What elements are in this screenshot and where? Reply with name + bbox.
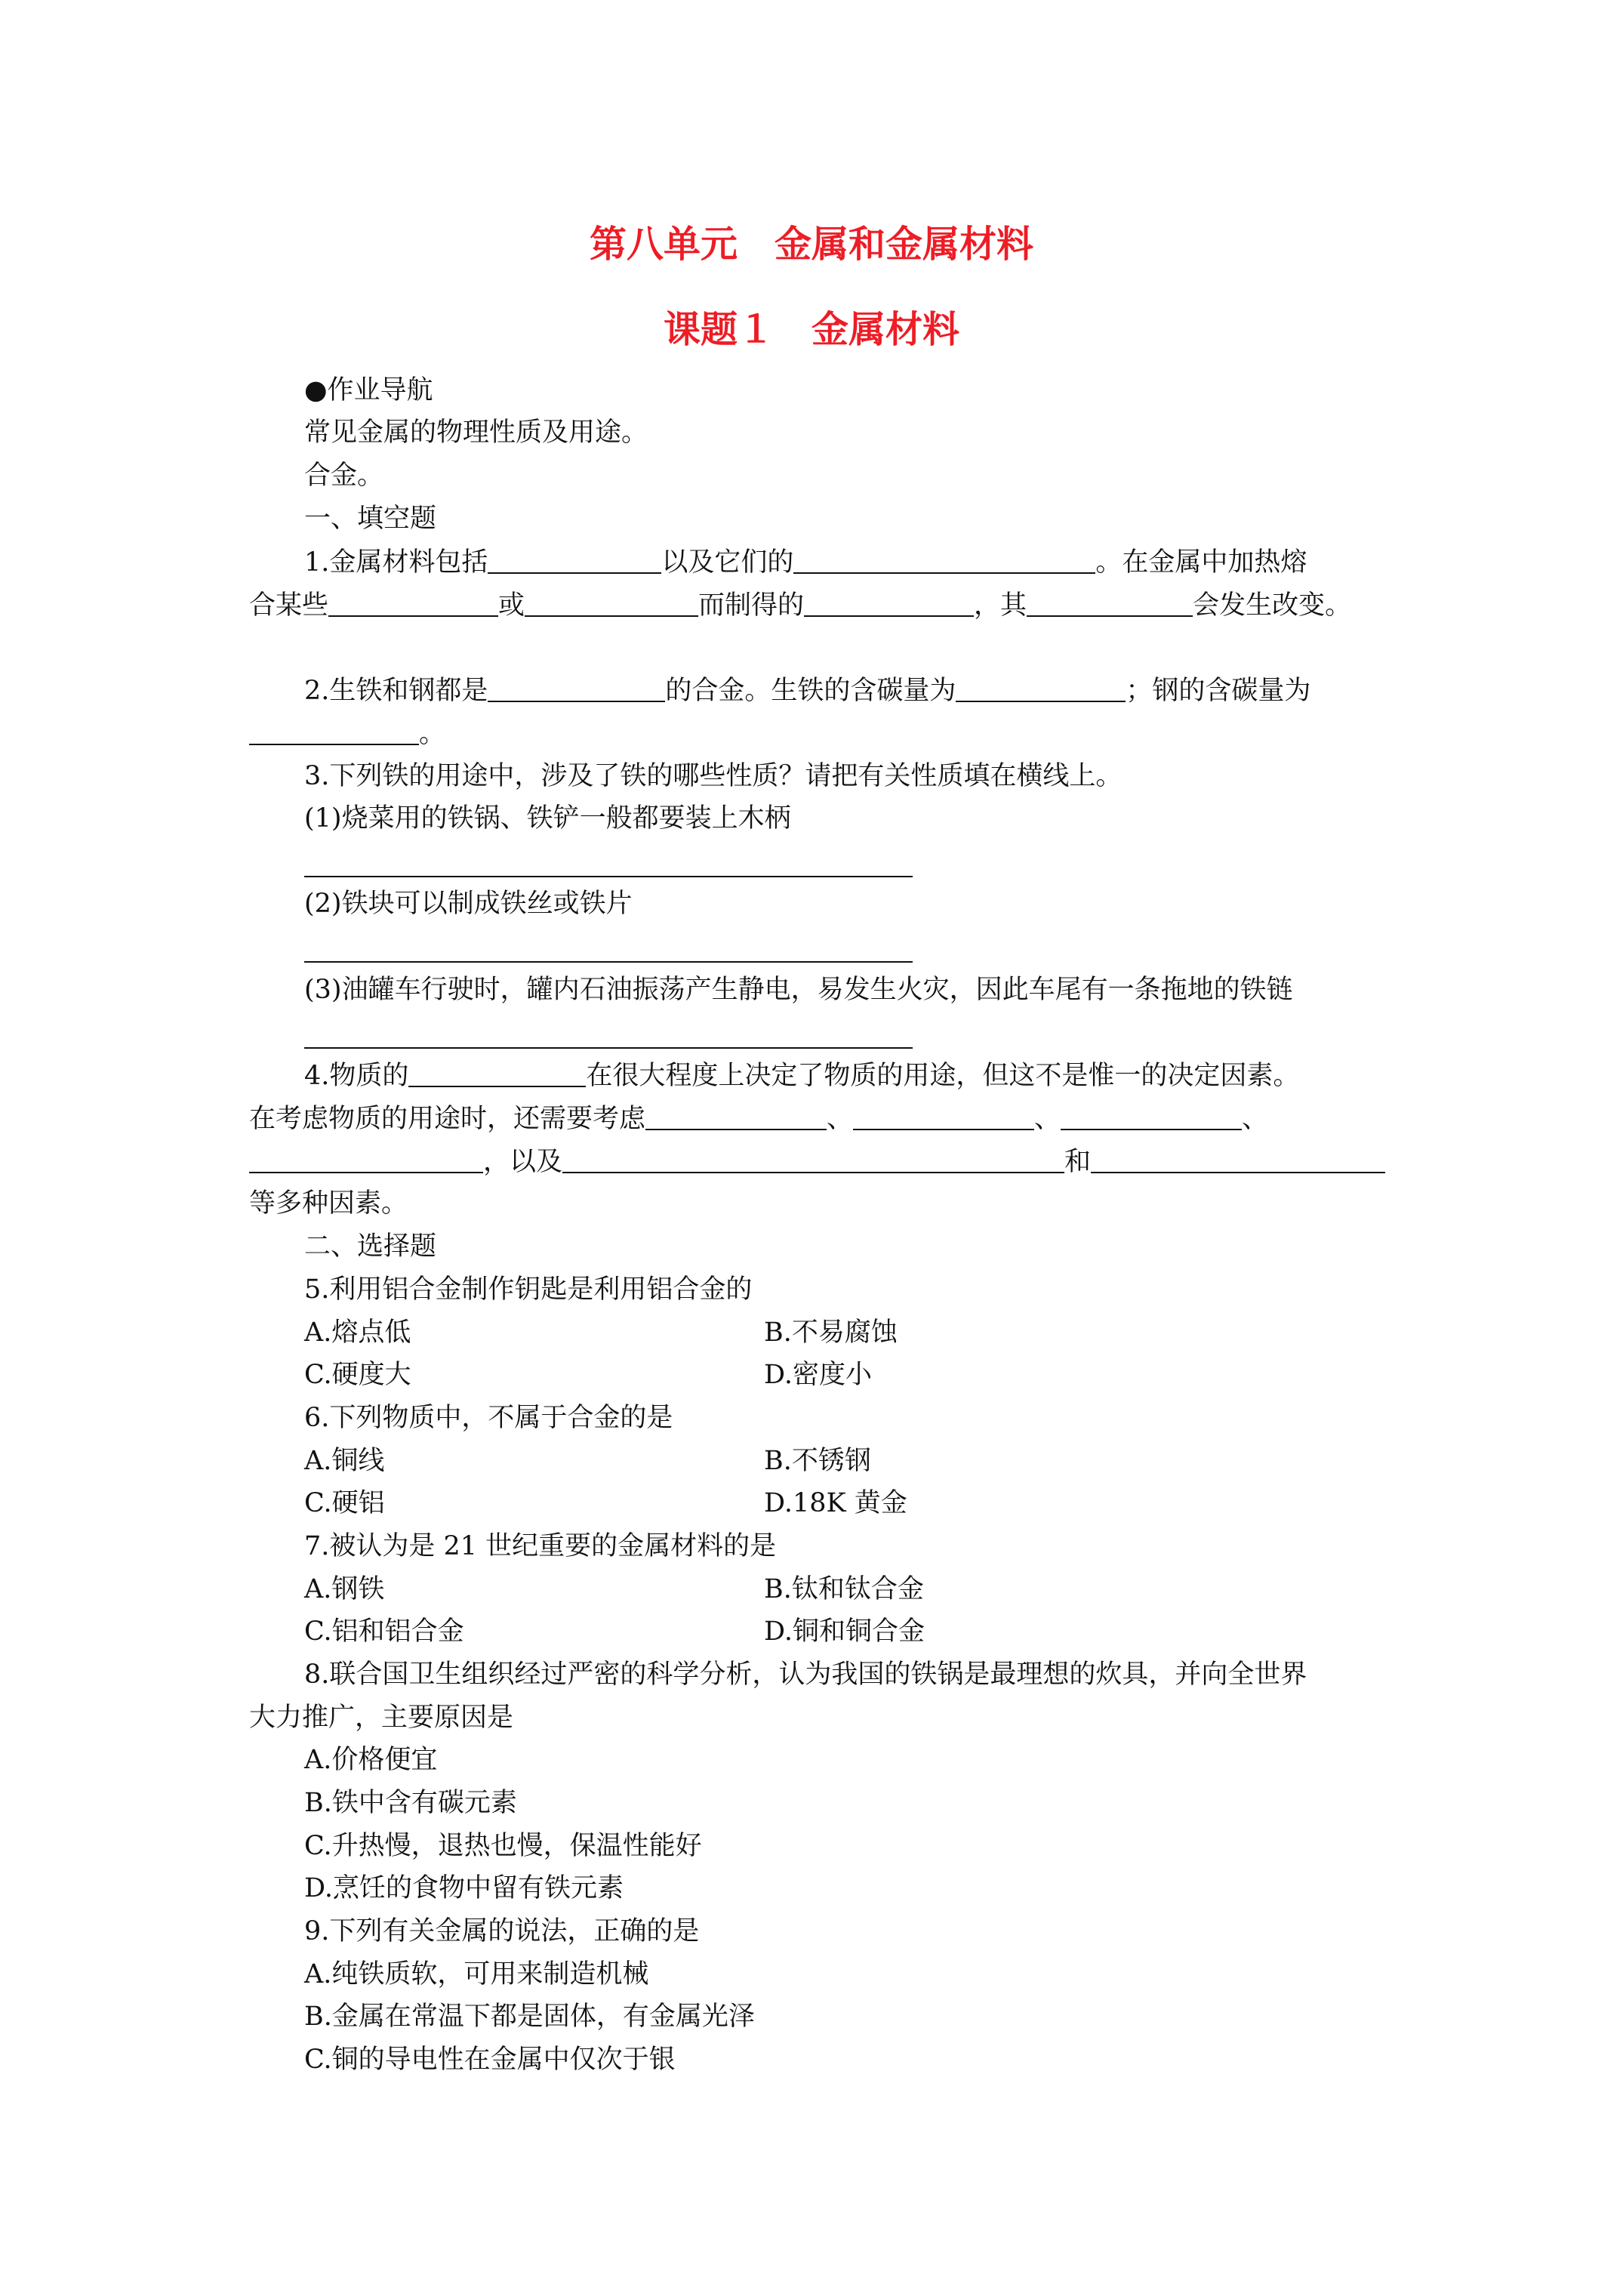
- answer-blank[interactable]: [488, 546, 661, 574]
- q1-text: 1.金属材料包括: [304, 547, 488, 578]
- option[interactable]: C.铝和铝合金: [304, 1616, 464, 1647]
- q1-text: 或: [498, 590, 525, 621]
- q3-part: (2)铁块可以制成铁丝或铁片: [304, 889, 633, 919]
- section2-heading: 二、选择题: [304, 1231, 437, 1262]
- q1-text: 合某些: [249, 590, 329, 621]
- q2-text: 。: [419, 719, 446, 749]
- guide-item: 常见金属的物理性质及用途。: [304, 418, 648, 448]
- answer-blank[interactable]: [249, 717, 419, 745]
- q2-text: 的合金。生铁的含碳量为: [665, 676, 956, 706]
- q3-stem: 3.下列铁的用途中，涉及了铁的哪些性质？请把有关性质填在横线上。: [304, 761, 1123, 791]
- answer-blank[interactable]: [562, 1145, 1064, 1173]
- unit-title: 第八单元 金属和金属材料: [589, 222, 1033, 266]
- option[interactable]: B.铁中含有碳元素: [304, 1788, 517, 1818]
- answer-blank[interactable]: [249, 1145, 483, 1173]
- option[interactable]: C.硬度大: [304, 1360, 411, 1390]
- answer-line[interactable]: [304, 1047, 913, 1049]
- answer-blank[interactable]: [1091, 1145, 1385, 1173]
- option[interactable]: B.钛和钛合金: [764, 1574, 924, 1604]
- option[interactable]: D.密度小: [764, 1360, 872, 1390]
- q4-text: 4.物质的: [304, 1061, 409, 1091]
- q4-sep: 、: [1034, 1104, 1061, 1134]
- option[interactable]: A.熔点低: [304, 1318, 411, 1348]
- answer-blank[interactable]: [956, 674, 1126, 702]
- q1-text: 而制得的: [698, 590, 805, 621]
- q2-text: 2.生铁和钢都是: [304, 676, 488, 706]
- answer-blank[interactable]: [853, 1102, 1034, 1130]
- answer-blank[interactable]: [1061, 1102, 1242, 1130]
- q5-stem: 5.利用铝合金制作钥匙是利用铝合金的: [304, 1274, 753, 1305]
- q1-line2: [249, 589, 1351, 621]
- option[interactable]: A.纯铁质软，可用来制造机械: [304, 1959, 649, 1989]
- option[interactable]: B.不锈钢: [764, 1446, 871, 1476]
- answer-blank[interactable]: [645, 1102, 827, 1130]
- q1-text: 以及它们的: [661, 547, 794, 578]
- option[interactable]: C.铜的导电性在金属中仅次于银: [304, 2045, 676, 2075]
- q2-line1: [304, 674, 1310, 707]
- q6-stem: 6.下列物质中，不属于合金的是: [304, 1403, 673, 1433]
- option[interactable]: B.金属在常温下都是固体，有金属光泽: [304, 2002, 755, 2032]
- option[interactable]: B.不易腐蚀: [764, 1318, 898, 1348]
- q1-text: 。在金属中加热熔: [1095, 547, 1307, 578]
- q1-text: 会发生改变。: [1193, 590, 1352, 621]
- q4-line3: [249, 1145, 1385, 1178]
- q3-part: (3)油罐车行驶时，罐内石油振荡产生静电，易发生火灾，因此车尾有一条拖地的铁链: [304, 975, 1293, 1005]
- q8-stem: 8.联合国卫生组织经过严密的科学分析，认为我国的铁锅是最理想的炊具，并向全世界: [304, 1660, 1307, 1690]
- option[interactable]: C.硬铝: [304, 1488, 385, 1518]
- q1-text: ，其: [974, 590, 1027, 621]
- q4-line4: 等多种因素。: [249, 1188, 408, 1219]
- lesson-title: 课题１ 金属材料: [663, 307, 959, 351]
- q4-text: 和: [1064, 1147, 1092, 1177]
- q4-line1: [304, 1059, 1299, 1092]
- q1-line1: [304, 546, 1307, 578]
- option[interactable]: D.烹饪的食物中留有铁元素: [304, 1873, 624, 1903]
- answer-blank[interactable]: [804, 589, 974, 617]
- option[interactable]: D.铜和铜合金: [764, 1616, 925, 1647]
- answer-line[interactable]: [304, 961, 913, 963]
- q4-line2: [249, 1102, 1268, 1135]
- option[interactable]: A.钢铁: [304, 1574, 385, 1604]
- answer-line[interactable]: [304, 876, 913, 877]
- answer-blank[interactable]: [1027, 589, 1193, 617]
- q2-text: ；钢的含碳量为: [1126, 676, 1311, 706]
- option[interactable]: A.铜线: [304, 1446, 385, 1476]
- q4-sep: 、: [827, 1104, 854, 1134]
- q9-stem: 9.下列有关金属的说法，正确的是: [304, 1916, 700, 1946]
- guide-heading: ●作业导航: [304, 375, 433, 405]
- q4-text: ，以及: [483, 1147, 563, 1177]
- q4-text: 在很大程度上决定了物质的用途，但这不是惟一的决定因素。: [586, 1061, 1300, 1091]
- answer-blank[interactable]: [793, 546, 1095, 574]
- answer-blank[interactable]: [525, 589, 698, 617]
- answer-blank[interactable]: [488, 674, 665, 702]
- q4-text: 在考虑物质的用途时，还需要考虑: [249, 1104, 646, 1134]
- q2-line2: [249, 717, 445, 750]
- answer-blank[interactable]: [408, 1059, 586, 1087]
- option[interactable]: D.18K 黄金: [764, 1488, 907, 1518]
- answer-blank[interactable]: [328, 589, 498, 617]
- option[interactable]: C.升热慢，退热也慢，保温性能好: [304, 1831, 702, 1861]
- q3-part: (1)烧菜用的铁锅、铁铲一般都要装上木柄: [304, 803, 791, 834]
- section1-heading: 一、填空题: [304, 504, 437, 534]
- option[interactable]: A.价格便宜: [304, 1745, 438, 1775]
- q4-sep: 、: [1242, 1104, 1269, 1134]
- q7-stem: 7.被认为是 21 世纪重要的金属材料的是: [304, 1531, 777, 1561]
- q8-stem: 大力推广，主要原因是: [249, 1703, 514, 1733]
- guide-item: 合金。: [304, 461, 384, 491]
